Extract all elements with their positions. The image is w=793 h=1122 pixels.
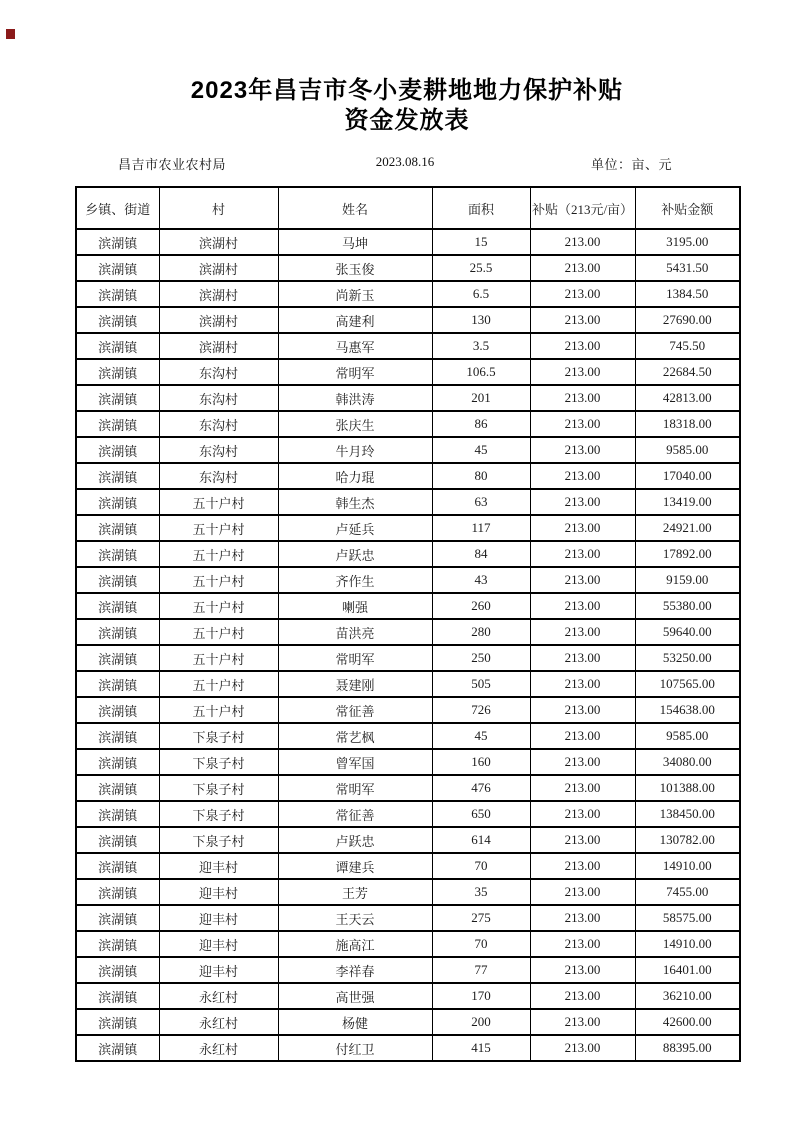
cell-area: 117 — [432, 515, 530, 541]
cell-rate: 213.00 — [530, 879, 635, 905]
cell-rate: 213.00 — [530, 541, 635, 567]
cell-rate: 213.00 — [530, 801, 635, 827]
cell-area: 505 — [432, 671, 530, 697]
cell-name: 聂建刚 — [278, 671, 432, 697]
cell-rate: 213.00 — [530, 723, 635, 749]
cell-rate: 213.00 — [530, 463, 635, 489]
cell-amount: 18318.00 — [635, 411, 740, 437]
cell-rate: 213.00 — [530, 983, 635, 1009]
unit-label: 单位：亩、元 — [590, 157, 672, 172]
cell-village: 滨湖村 — [159, 307, 278, 333]
table-row — [76, 931, 740, 957]
cell-amount: 101388.00 — [635, 775, 740, 801]
cell-name: 王芳 — [278, 879, 432, 905]
cell-amount: 745.50 — [635, 333, 740, 359]
table-row — [76, 229, 740, 255]
cell-name: 施高江 — [278, 931, 432, 957]
cell-amount: 24921.00 — [635, 515, 740, 541]
cell-rate: 213.00 — [530, 775, 635, 801]
cell-area: 260 — [432, 593, 530, 619]
table-row — [76, 749, 740, 775]
cell-area: 63 — [432, 489, 530, 515]
table-header-row — [76, 187, 740, 229]
cell-amount: 9585.00 — [635, 437, 740, 463]
cell-rate: 213.00 — [530, 567, 635, 593]
cell-rate: 213.00 — [530, 307, 635, 333]
cell-area: 77 — [432, 957, 530, 983]
cell-name: 李祥春 — [278, 957, 432, 983]
cell-rate: 213.00 — [530, 931, 635, 957]
cell-village: 滨湖村 — [159, 281, 278, 307]
page-title-line1: 2023年昌吉市冬小麦耕地地力保护补贴 — [190, 77, 624, 104]
cell-amount: 14910.00 — [635, 931, 740, 957]
cell-amount: 9585.00 — [635, 723, 740, 749]
col-header-rate: 补贴（213元/亩） — [530, 187, 635, 229]
table-row — [76, 723, 740, 749]
cell-town: 滨湖镇 — [76, 593, 159, 619]
cell-town: 滨湖镇 — [76, 853, 159, 879]
cell-village: 迎丰村 — [159, 957, 278, 983]
cell-name: 哈力琨 — [278, 463, 432, 489]
info-row — [75, 154, 739, 174]
cell-name: 常明军 — [278, 775, 432, 801]
cell-town: 滨湖镇 — [76, 541, 159, 567]
cell-town: 滨湖镇 — [76, 879, 159, 905]
table-row — [76, 593, 740, 619]
cell-area: 726 — [432, 697, 530, 723]
cell-rate: 213.00 — [530, 905, 635, 931]
cell-area: 200 — [432, 1009, 530, 1035]
subsidy-table — [75, 186, 741, 1062]
cell-name: 谭建兵 — [278, 853, 432, 879]
cell-name: 高建利 — [278, 307, 432, 333]
cell-amount: 5431.50 — [635, 255, 740, 281]
cell-town: 滨湖镇 — [76, 255, 159, 281]
cell-area: 415 — [432, 1035, 530, 1061]
cell-amount: 34080.00 — [635, 749, 740, 775]
table-row — [76, 463, 740, 489]
cell-amount: 7455.00 — [635, 879, 740, 905]
cell-name: 高世强 — [278, 983, 432, 1009]
cell-area: 275 — [432, 905, 530, 931]
cell-town: 滨湖镇 — [76, 463, 159, 489]
cell-rate: 213.00 — [530, 957, 635, 983]
page-title-line2: 资金发放表 — [344, 107, 470, 134]
cell-area: 35 — [432, 879, 530, 905]
cell-name: 王天云 — [278, 905, 432, 931]
cell-rate: 213.00 — [530, 255, 635, 281]
cell-area: 280 — [432, 619, 530, 645]
cell-amount: 138450.00 — [635, 801, 740, 827]
cell-area: 80 — [432, 463, 530, 489]
cell-rate: 213.00 — [530, 489, 635, 515]
table-row — [76, 489, 740, 515]
cell-town: 滨湖镇 — [76, 957, 159, 983]
cell-name: 付红卫 — [278, 1035, 432, 1061]
cell-town: 滨湖镇 — [76, 983, 159, 1009]
cell-rate: 213.00 — [530, 593, 635, 619]
cell-area: 250 — [432, 645, 530, 671]
cell-name: 马惠军 — [278, 333, 432, 359]
table-row — [76, 1009, 740, 1035]
cell-name: 张玉俊 — [278, 255, 432, 281]
cell-amount: 27690.00 — [635, 307, 740, 333]
cell-name: 韩生杰 — [278, 489, 432, 515]
cell-amount: 58575.00 — [635, 905, 740, 931]
table-row — [76, 957, 740, 983]
col-header-area: 面积 — [432, 187, 530, 229]
page-title — [75, 76, 739, 136]
cell-village: 下泉子村 — [159, 775, 278, 801]
cell-village: 五十户村 — [159, 671, 278, 697]
table-row — [76, 567, 740, 593]
cell-area: 25.5 — [432, 255, 530, 281]
cell-name: 杨健 — [278, 1009, 432, 1035]
cell-amount: 3195.00 — [635, 229, 740, 255]
cell-village: 滨湖村 — [159, 333, 278, 359]
cell-town: 滨湖镇 — [76, 385, 159, 411]
cell-village: 五十户村 — [159, 645, 278, 671]
cell-amount: 42600.00 — [635, 1009, 740, 1035]
cell-name: 卢跃忠 — [278, 541, 432, 567]
cell-village: 下泉子村 — [159, 827, 278, 853]
cell-town: 滨湖镇 — [76, 489, 159, 515]
table-row — [76, 879, 740, 905]
cell-name: 常征善 — [278, 801, 432, 827]
cell-village: 永红村 — [159, 1035, 278, 1061]
cell-rate: 213.00 — [530, 645, 635, 671]
col-header-amount: 补贴金额 — [635, 187, 740, 229]
table-row — [76, 905, 740, 931]
cell-amount: 22684.50 — [635, 359, 740, 385]
cell-area: 106.5 — [432, 359, 530, 385]
table-row — [76, 515, 740, 541]
cell-name: 苗洪亮 — [278, 619, 432, 645]
cell-rate: 213.00 — [530, 697, 635, 723]
cell-area: 45 — [432, 437, 530, 463]
table-row — [76, 827, 740, 853]
cell-rate: 213.00 — [530, 229, 635, 255]
cell-village: 东沟村 — [159, 385, 278, 411]
cell-rate: 213.00 — [530, 1009, 635, 1035]
cell-rate: 213.00 — [530, 749, 635, 775]
cell-village: 迎丰村 — [159, 853, 278, 879]
cell-village: 五十户村 — [159, 593, 278, 619]
cell-name: 曾军国 — [278, 749, 432, 775]
table-body — [76, 229, 740, 1061]
cell-rate: 213.00 — [530, 671, 635, 697]
cell-village: 五十户村 — [159, 541, 278, 567]
cell-area: 43 — [432, 567, 530, 593]
cell-name: 常艺枫 — [278, 723, 432, 749]
cell-rate: 213.00 — [530, 515, 635, 541]
cell-name: 牛月玲 — [278, 437, 432, 463]
cell-village: 东沟村 — [159, 359, 278, 385]
cell-village: 永红村 — [159, 1009, 278, 1035]
cell-area: 160 — [432, 749, 530, 775]
cell-area: 70 — [432, 853, 530, 879]
cell-amount: 36210.00 — [635, 983, 740, 1009]
cell-town: 滨湖镇 — [76, 801, 159, 827]
cell-area: 3.5 — [432, 333, 530, 359]
table-row — [76, 359, 740, 385]
cell-area: 201 — [432, 385, 530, 411]
table-row — [76, 541, 740, 567]
table-row — [76, 437, 740, 463]
cell-name: 常明军 — [278, 359, 432, 385]
cell-town: 滨湖镇 — [76, 645, 159, 671]
cell-amount: 59640.00 — [635, 619, 740, 645]
cell-village: 下泉子村 — [159, 749, 278, 775]
cell-name: 韩洪涛 — [278, 385, 432, 411]
cell-name: 喇强 — [278, 593, 432, 619]
cell-name: 常明军 — [278, 645, 432, 671]
cell-village: 五十户村 — [159, 619, 278, 645]
table-row — [76, 411, 740, 437]
cell-town: 滨湖镇 — [76, 827, 159, 853]
cell-amount: 53250.00 — [635, 645, 740, 671]
cell-village: 滨湖村 — [159, 229, 278, 255]
table-row — [76, 853, 740, 879]
cell-village: 东沟村 — [159, 437, 278, 463]
cell-area: 130 — [432, 307, 530, 333]
cell-area: 614 — [432, 827, 530, 853]
cell-town: 滨湖镇 — [76, 1009, 159, 1035]
cell-village: 五十户村 — [159, 489, 278, 515]
table-row — [76, 775, 740, 801]
cell-name: 卢延兵 — [278, 515, 432, 541]
cell-area: 650 — [432, 801, 530, 827]
cell-town: 滨湖镇 — [76, 1035, 159, 1061]
cell-village: 永红村 — [159, 983, 278, 1009]
cell-rate: 213.00 — [530, 853, 635, 879]
cell-town: 滨湖镇 — [76, 411, 159, 437]
cell-village: 滨湖村 — [159, 255, 278, 281]
cell-village: 东沟村 — [159, 463, 278, 489]
cell-town: 滨湖镇 — [76, 359, 159, 385]
table-row — [76, 801, 740, 827]
cell-village: 五十户村 — [159, 515, 278, 541]
cell-town: 滨湖镇 — [76, 671, 159, 697]
col-header-name: 姓名 — [278, 187, 432, 229]
col-header-village: 村 — [159, 187, 278, 229]
col-header-town: 乡镇、街道 — [76, 187, 159, 229]
cell-village: 东沟村 — [159, 411, 278, 437]
cell-town: 滨湖镇 — [76, 437, 159, 463]
cell-town: 滨湖镇 — [76, 697, 159, 723]
cell-village: 五十户村 — [159, 697, 278, 723]
table-row — [76, 983, 740, 1009]
cell-village: 迎丰村 — [159, 879, 278, 905]
cell-rate: 213.00 — [530, 411, 635, 437]
table-row — [76, 619, 740, 645]
cell-town: 滨湖镇 — [76, 307, 159, 333]
cell-area: 15 — [432, 229, 530, 255]
table-row — [76, 333, 740, 359]
cell-town: 滨湖镇 — [76, 749, 159, 775]
cell-rate: 213.00 — [530, 333, 635, 359]
cell-amount: 42813.00 — [635, 385, 740, 411]
table-row — [76, 255, 740, 281]
cell-name: 卢跃忠 — [278, 827, 432, 853]
cell-town: 滨湖镇 — [76, 931, 159, 957]
cell-town: 滨湖镇 — [76, 281, 159, 307]
cell-area: 84 — [432, 541, 530, 567]
cell-town: 滨湖镇 — [76, 905, 159, 931]
cell-amount: 17040.00 — [635, 463, 740, 489]
red-stamp-mark — [6, 29, 15, 39]
cell-rate: 213.00 — [530, 437, 635, 463]
cell-rate: 213.00 — [530, 359, 635, 385]
cell-amount: 16401.00 — [635, 957, 740, 983]
cell-name: 尚新玉 — [278, 281, 432, 307]
table-row — [76, 645, 740, 671]
cell-town: 滨湖镇 — [76, 229, 159, 255]
cell-town: 滨湖镇 — [76, 775, 159, 801]
cell-amount: 13419.00 — [635, 489, 740, 515]
cell-amount: 1384.50 — [635, 281, 740, 307]
table-row — [76, 671, 740, 697]
cell-town: 滨湖镇 — [76, 567, 159, 593]
cell-rate: 213.00 — [530, 827, 635, 853]
cell-rate: 213.00 — [530, 1035, 635, 1061]
cell-village: 迎丰村 — [159, 905, 278, 931]
cell-village: 下泉子村 — [159, 723, 278, 749]
table-row — [76, 385, 740, 411]
cell-rate: 213.00 — [530, 281, 635, 307]
cell-town: 滨湖镇 — [76, 333, 159, 359]
cell-area: 45 — [432, 723, 530, 749]
table-row — [76, 1035, 740, 1061]
cell-name: 齐作生 — [278, 567, 432, 593]
cell-name: 马坤 — [278, 229, 432, 255]
cell-village: 迎丰村 — [159, 931, 278, 957]
cell-amount: 55380.00 — [635, 593, 740, 619]
table-row — [76, 697, 740, 723]
cell-rate: 213.00 — [530, 619, 635, 645]
cell-area: 6.5 — [432, 281, 530, 307]
cell-town: 滨湖镇 — [76, 619, 159, 645]
cell-amount: 9159.00 — [635, 567, 740, 593]
cell-area: 86 — [432, 411, 530, 437]
cell-amount: 14910.00 — [635, 853, 740, 879]
cell-rate: 213.00 — [530, 385, 635, 411]
cell-amount: 107565.00 — [635, 671, 740, 697]
cell-name: 常征善 — [278, 697, 432, 723]
cell-amount: 88395.00 — [635, 1035, 740, 1061]
cell-amount: 17892.00 — [635, 541, 740, 567]
cell-area: 476 — [432, 775, 530, 801]
cell-amount: 154638.00 — [635, 697, 740, 723]
issuer-label: 昌吉市农业农村局 — [118, 157, 227, 172]
cell-name: 张庆生 — [278, 411, 432, 437]
cell-area: 170 — [432, 983, 530, 1009]
cell-town: 滨湖镇 — [76, 723, 159, 749]
table-row — [76, 281, 740, 307]
cell-village: 下泉子村 — [159, 801, 278, 827]
table-row — [76, 307, 740, 333]
cell-town: 滨湖镇 — [76, 515, 159, 541]
cell-village: 五十户村 — [159, 567, 278, 593]
cell-amount: 130782.00 — [635, 827, 740, 853]
cell-area: 70 — [432, 931, 530, 957]
date-label: 2023.08.16 — [375, 154, 435, 169]
